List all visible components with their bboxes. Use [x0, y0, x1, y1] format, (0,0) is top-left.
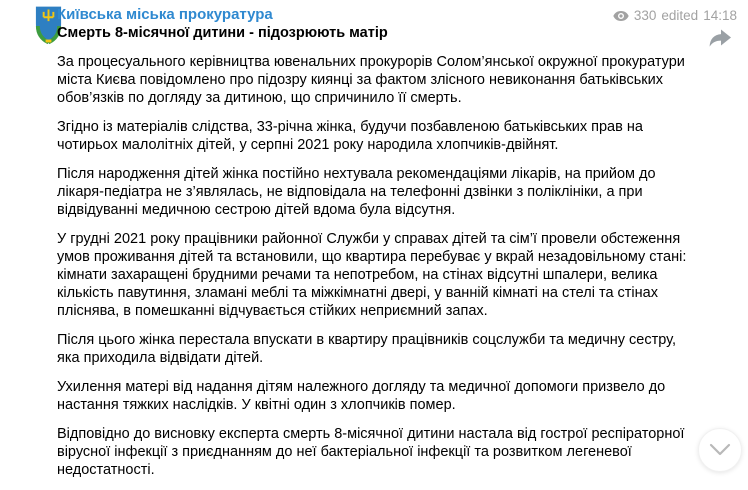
message-meta: [613, 8, 737, 23]
views-eye-icon: [613, 10, 629, 22]
message-time: 14:18: [703, 8, 737, 23]
post-paragraph: Відповідно до висновку експерта смерть 8-місячної дитини настала від гострої респіраторної вірусної інфекції з приєднанням до неї бактеріальної інфекції та розвитком легеневої недостатності.: [57, 426, 685, 478]
post-paragraph: Згідно із матеріалів слідства, 33-річна жінка, будучи позбавленою батьківських прав на чотирьох малолітніх дітей, у серпні 2021 року народила хлопчиків-двійнят.: [57, 119, 643, 153]
scroll-to-bottom-button[interactable]: [698, 428, 742, 472]
forward-arrow-icon: [708, 28, 732, 48]
post-body: [57, 53, 693, 490]
chevron-down-icon: [709, 443, 731, 457]
post-title: Смерть 8-місячної дитини - підозрюють матір: [57, 25, 388, 41]
post-paragraph: Після народження дітей жінка постійно нехтувала рекомендаціями лікарів, на прийом до лікаря-педіатра не з’являлась, не відповідала на телефонні дзвінки з поліклініки, а при відвідуванні медичною сестрою дітей вдома була відсутня.: [57, 166, 656, 218]
edited-label: edited: [661, 8, 699, 23]
post-paragraph: За процесуального керівництва ювенальних прокурорів Солом’янської окружної прокуратури міста Києва повідомлено про підозру киянці за фактом злісного невиконання батьківських обов’язків по догляду за дитиною, що спричинило її смерть.: [57, 54, 685, 106]
views-count: 330: [633, 8, 657, 23]
share-button[interactable]: [708, 28, 732, 48]
post-paragraph: У грудні 2021 року працівники районної Служби у справах дітей та сім’ї провели обстеження умов проживання дітей та встановили, що квартира перебуває у вкрай незадовільному стані: кімнати захаращені брудними речами та непотребом, на стінах відсутні шпалери, велика кількість павутиння, зламані меблі та міжкімнатні двері, у ванній кімнаті на стелі та стінах пліснява, в помешканні відчувається стійких неприємний запах.: [57, 231, 687, 319]
channel-name[interactable]: Київська міська прокуратура: [57, 6, 273, 23]
post-paragraph: Ухилення матері від надання дітям належного догляду та медичної допомоги призвело до настання тяжких наслідків. У квітні один з хлопчиків помер.: [57, 379, 666, 413]
post-paragraph: Після цього жінка перестала впускати в квартиру працівників соцслужби та медичну сестру, яка приходила відвідати дітей.: [57, 332, 676, 366]
